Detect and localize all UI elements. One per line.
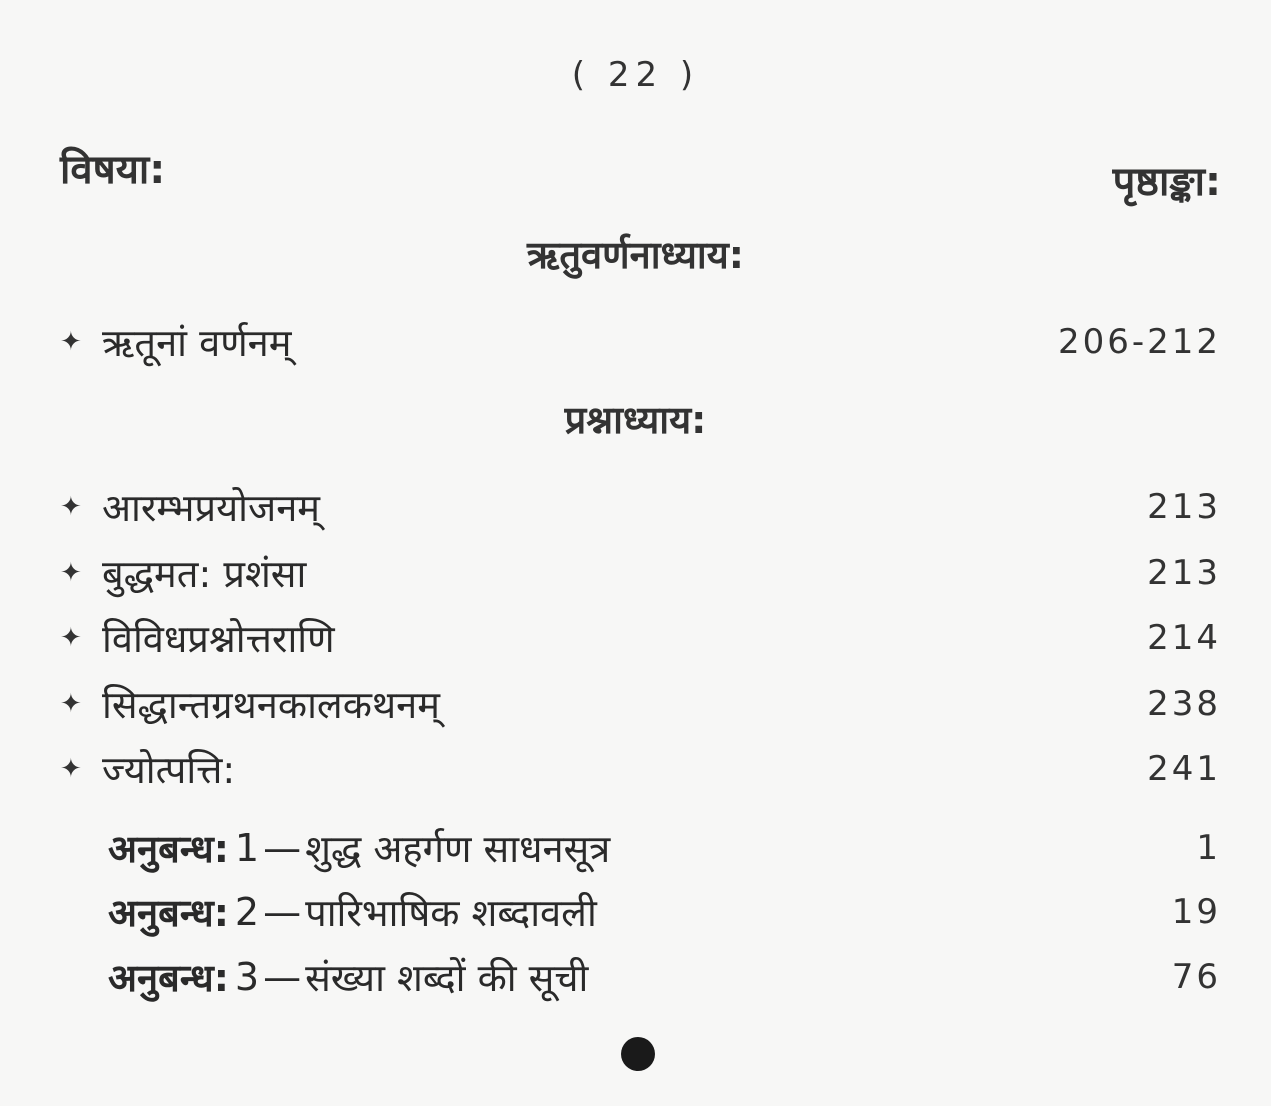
appendix-title: पारिभाषिक शब्दावली [305, 891, 597, 935]
toc-entry [60, 676, 1221, 732]
appendix-entry [60, 949, 1221, 1005]
page-numbers-header: पृष्ठाङ्का: [1112, 159, 1221, 205]
appendix-dash: — [263, 955, 302, 999]
appendix-entry [60, 820, 1221, 876]
toc-entry-page: 214 [1147, 618, 1221, 658]
appendix-number: 1 [234, 826, 260, 870]
appendix-number: 3 [234, 955, 260, 999]
toc-entry [60, 479, 1221, 535]
star-bullet-icon: ✦ [60, 689, 82, 719]
subjects-header: विषया: [60, 147, 166, 193]
appendix-title: शुद्ध अहर्गण साधनसूत्र [305, 827, 611, 871]
end-ornament-dot [621, 1037, 655, 1071]
toc-entry-label: ऋतूनां वर्णनम् [102, 321, 292, 365]
section-title: ऋतुवर्णनाध्याय: [526, 233, 744, 277]
star-bullet-icon: ✦ [60, 327, 82, 357]
appendix-page: 19 [1171, 892, 1221, 932]
toc-entry [60, 314, 1221, 370]
section-title: प्रश्नाध्याय: [564, 398, 707, 442]
toc-entry-label: विविधप्रश्नोत्तराणि [102, 617, 335, 661]
toc-entry-label: सिद्धान्तग्रथनकालकथनम् [102, 683, 440, 727]
toc-entry [60, 610, 1221, 666]
toc-entry-page: 213 [1147, 553, 1221, 593]
appendix-dash: — [263, 826, 302, 870]
toc-entry [60, 545, 1221, 601]
star-bullet-icon: ✦ [60, 754, 82, 784]
appendix-label: अनुबन्ध: [108, 827, 229, 871]
toc-entry [60, 741, 1221, 797]
appendix-number: 2 [234, 890, 260, 934]
appendix-label: अनुबन्ध: [108, 891, 229, 935]
toc-entry-label: बुद्धमत: प्रशंसा [102, 552, 307, 596]
toc-entry-page: 213 [1147, 487, 1221, 527]
page-number: ( 22 ) [571, 55, 700, 95]
appendix-label: अनुबन्ध: [108, 956, 229, 1000]
appendix-page: 76 [1171, 957, 1221, 997]
star-bullet-icon: ✦ [60, 623, 82, 653]
appendix-dash: — [263, 890, 302, 934]
star-bullet-icon: ✦ [60, 492, 82, 522]
toc-entry-label: आरम्भप्रयोजनम् [102, 486, 321, 530]
toc-entry-label: ज्योत्पत्ति: [102, 748, 236, 792]
appendix-page: 1 [1196, 828, 1221, 868]
toc-entry-page: 238 [1147, 684, 1221, 724]
toc-entry-page: 241 [1147, 749, 1221, 789]
appendix-title: संख्या शब्दों की सूची [305, 956, 589, 1000]
toc-entry-page: 206-212 [1057, 322, 1221, 362]
appendix-entry [60, 884, 1221, 940]
star-bullet-icon: ✦ [60, 558, 82, 588]
